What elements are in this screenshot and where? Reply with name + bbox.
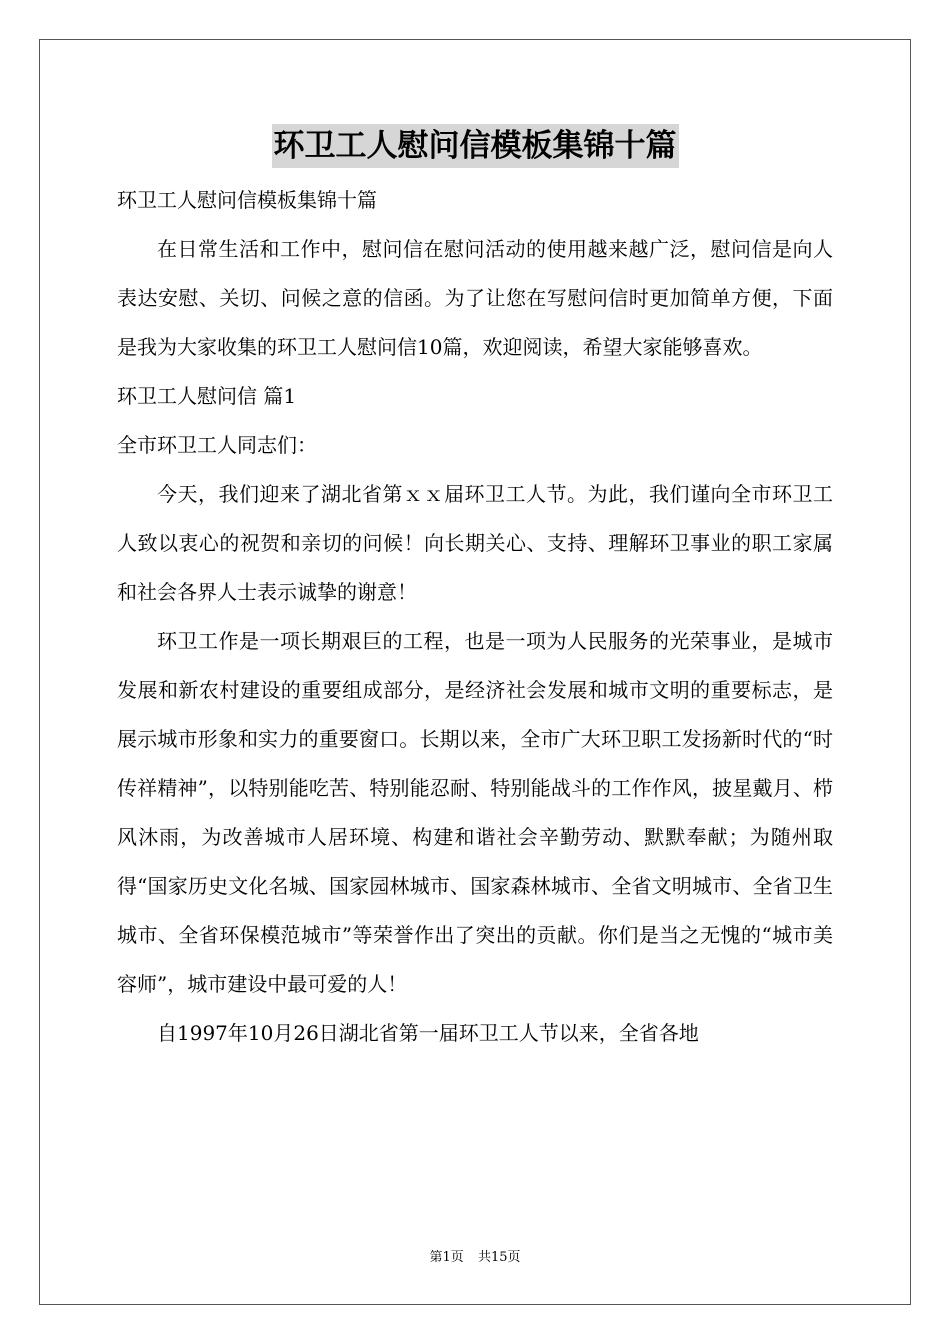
paragraph: 自1997年10月26日湖北省第一届环卫工人节以来，全省各地 xyxy=(157,1021,699,1045)
paragraph: 环卫工人慰问信 篇1 xyxy=(117,384,297,408)
paragraph: 今天，我们迎来了湖北省第ｘｘ届环卫工人节。为此，我们谨向全市环卫工人致以衷心的祝贺和亲切的问候！向长期关心、支持、理解环卫事业的职工家属和社会各界人士表示诚挚的谢意！ xyxy=(117,482,833,604)
title-container xyxy=(0,124,950,168)
paragraph: 环卫工作是一项长期艰巨的工程，也是一项为人民服务的光荣事业，是城市发展和新农村建设的重要组成部分，是经济社会发展和城市文明的重要标志，是展示城市形象和实力的重要窗口。长期以来，全市广大环卫职工发扬新时代的“时传祥精神”，以特别能吃苦、特别能忍耐、特别能战斗的工作作风，披星戴月、栉风沐雨，为改善城市人居环境、构建和谐社会辛勤劳动、默默奉献；为随州取得“国家历史文化名城、国家园林城市、国家森林城市、全省文明城市、全省卫生城市、全省环保模范城市”等荣誉作出了突出的贡献。你们是当之无愧的“城市美容师”，城市建设中最可爱的人！ xyxy=(117,629,833,996)
document-body xyxy=(117,176,833,1058)
paragraph: 在日常生活和工作中，慰问信在慰问活动的使用越来越广泛，慰问信是向人表达安慰、关切、问候之意的信函。为了让您在写慰问信时更加简单方便，下面是我为大家收集的环卫工人慰问信10篇，欢迎阅读，希望大家能够喜欢。 xyxy=(117,237,833,359)
paragraph: 全市环卫工人同志们： xyxy=(117,433,317,457)
page-footer xyxy=(0,1246,950,1265)
page-number: 第1页 xyxy=(429,1250,464,1265)
paragraph: 环卫工人慰问信模板集锦十篇 xyxy=(117,188,377,212)
page-total: 共15页 xyxy=(477,1250,521,1265)
document-title: 环卫工人慰问信模板集锦十篇 xyxy=(272,124,679,168)
